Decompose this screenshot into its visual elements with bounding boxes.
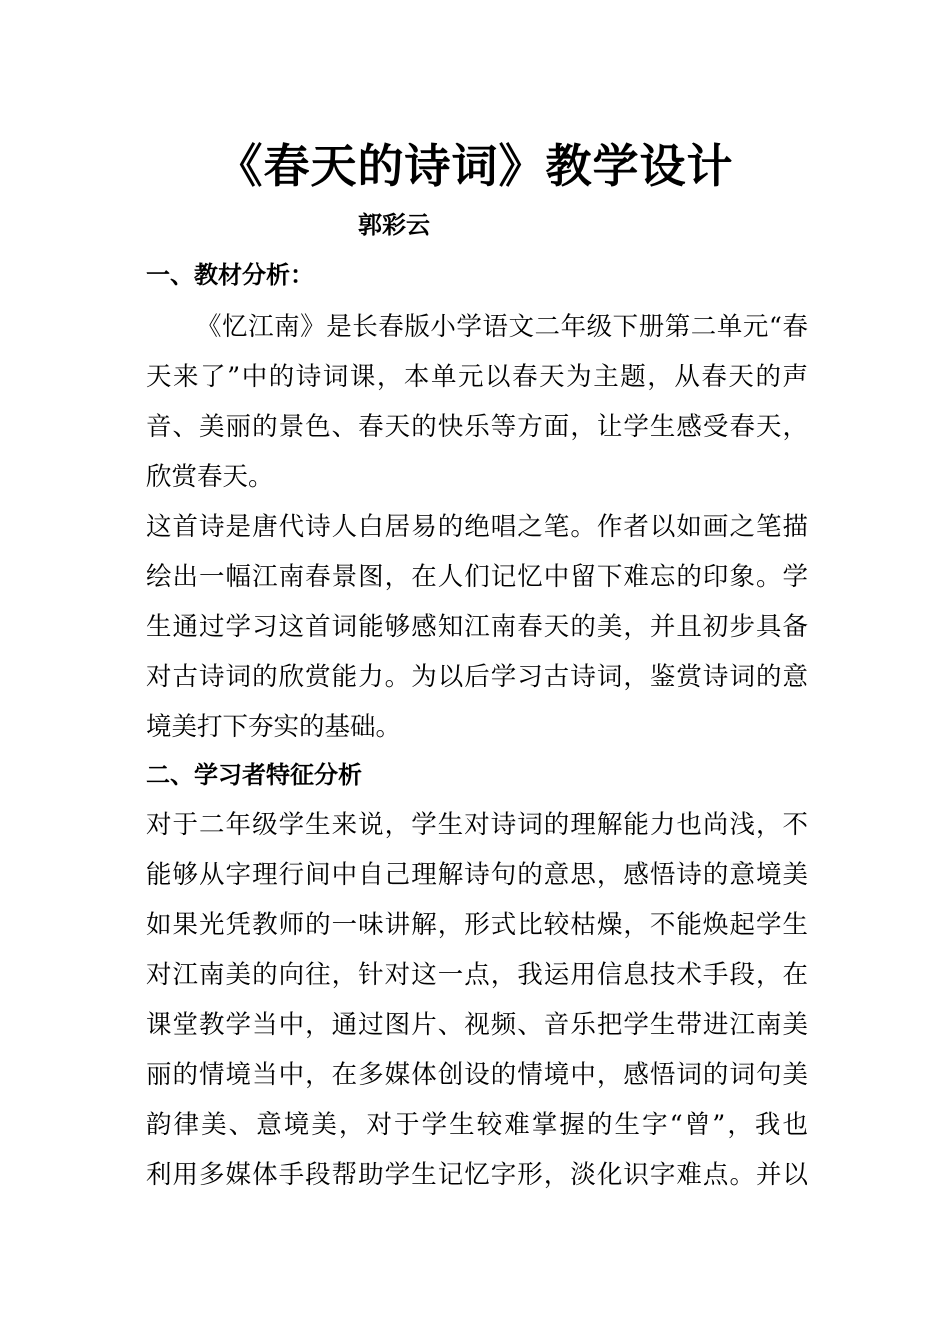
paragraph-line: 绘出一幅江南春景图，在人们记忆中留下难忘的印象。学: [146, 562, 808, 592]
author-name: 郭彩云: [358, 211, 430, 239]
paragraph-line: 韵律美、意境美，对于学生较难掌握的生字“曾”，我也: [146, 1110, 808, 1140]
paragraph-line: 天来了”中的诗词课，本单元以春天为主题，从春天的声: [146, 362, 808, 392]
section-heading-learner-analysis: 二、学习者特征分析: [146, 761, 362, 789]
document-title: 《春天的诗词》教学设计: [216, 139, 734, 193]
paragraph-line: 对于二年级学生来说，学生对诗词的理解能力也尚浅，不: [146, 810, 808, 840]
paragraph-line: 利用多媒体手段帮助学生记忆字形，淡化识字难点。并以: [146, 1160, 808, 1190]
paragraph-line: 境美打下夯实的基础。: [146, 712, 402, 742]
paragraph-line: 对江南美的向往，针对这一点，我运用信息技术手段，在: [146, 960, 808, 990]
paragraph-line: 能够从字理行间中自己理解诗句的意思，感悟诗的意境美: [146, 860, 808, 890]
paragraph-line: 对古诗词的欣赏能力。为以后学习古诗词，鉴赏诗词的意: [146, 662, 808, 692]
paragraph-line: 《忆江南》是长春版小学语文二年级下册第二单元“春: [196, 312, 808, 342]
paragraph-line: 课堂教学当中，通过图片、视频、音乐把学生带进江南美: [146, 1010, 808, 1040]
paragraph-line: 如果光凭教师的一味讲解，形式比较枯燥，不能焕起学生: [146, 910, 808, 940]
paragraph-line: 生通过学习这首词能够感知江南春天的美，并且初步具备: [146, 612, 808, 642]
paragraph-line: 音、美丽的景色、春天的快乐等方面，让学生感受春天，: [146, 412, 808, 442]
paragraph-line: 欣赏春天。: [146, 462, 274, 492]
section-heading-textbook-analysis: 一、教材分析：: [146, 261, 314, 289]
paragraph-line: 丽的情境当中，在多媒体创设的情境中，感悟词的词句美: [146, 1060, 808, 1090]
paragraph-line: 这首诗是唐代诗人白居易的绝唱之笔。作者以如画之笔描: [146, 512, 808, 542]
